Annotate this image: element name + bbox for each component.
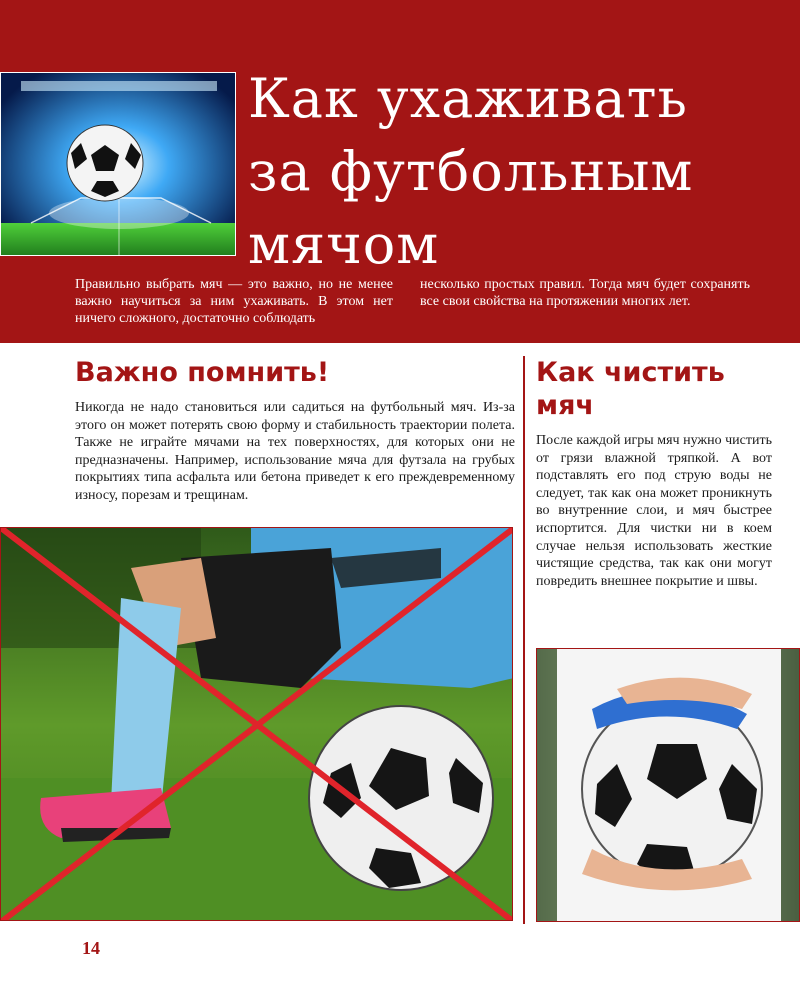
header-banner	[0, 0, 800, 343]
heading-cleaning: Как чистить мяч	[536, 357, 725, 421]
intro-text-left: Правильно выбрать мяч — это важно, но не менее важно научиться за ним ухаживать. В этом нет ничего сложного, достаточно соблюдать	[75, 277, 393, 326]
child-sitting-on-ball-photo	[0, 527, 513, 921]
column-divider	[523, 356, 525, 924]
heading-important: Важно помнить!	[75, 357, 330, 388]
hands-cleaning-ball-photo	[536, 648, 800, 922]
page-title	[248, 62, 788, 281]
page-number: 14	[82, 938, 100, 958]
important-text: Никогда не надо становиться или садиться на футбольный мяч. Из-за этого он может потерять свою форму и стабильность траектории полета. Также не играйте мячами на тех поверхностях, для которых они не предназначены. Например, использование мяча для футзала на грубых покрытиях типа асфальта или бетона приведет к его преждевременному износу, порезам и трещинам.	[75, 400, 515, 503]
title-line: мячом	[248, 213, 440, 276]
title-line: Как ухаживать	[248, 67, 688, 130]
intro-text-right: несколько простых правил. Тогда мяч будет сохранять все свои свойства на протяжении многих лет.	[420, 277, 750, 309]
stadium-ball-image	[0, 72, 236, 256]
title-line: за футбольным	[248, 140, 694, 203]
cleaning-text: После каждой игры мяч нужно чистить от грязи влажной тряпкой. А вот подставлять его под струю воды не следует, так как она может проникнуть во внутренние слои, и мяч быстрее испортится. Для чистки ни в коем случае нельзя использовать жесткие чистящие средства, так как они могут повредить внешнее покрытие и швы.	[536, 433, 772, 589]
